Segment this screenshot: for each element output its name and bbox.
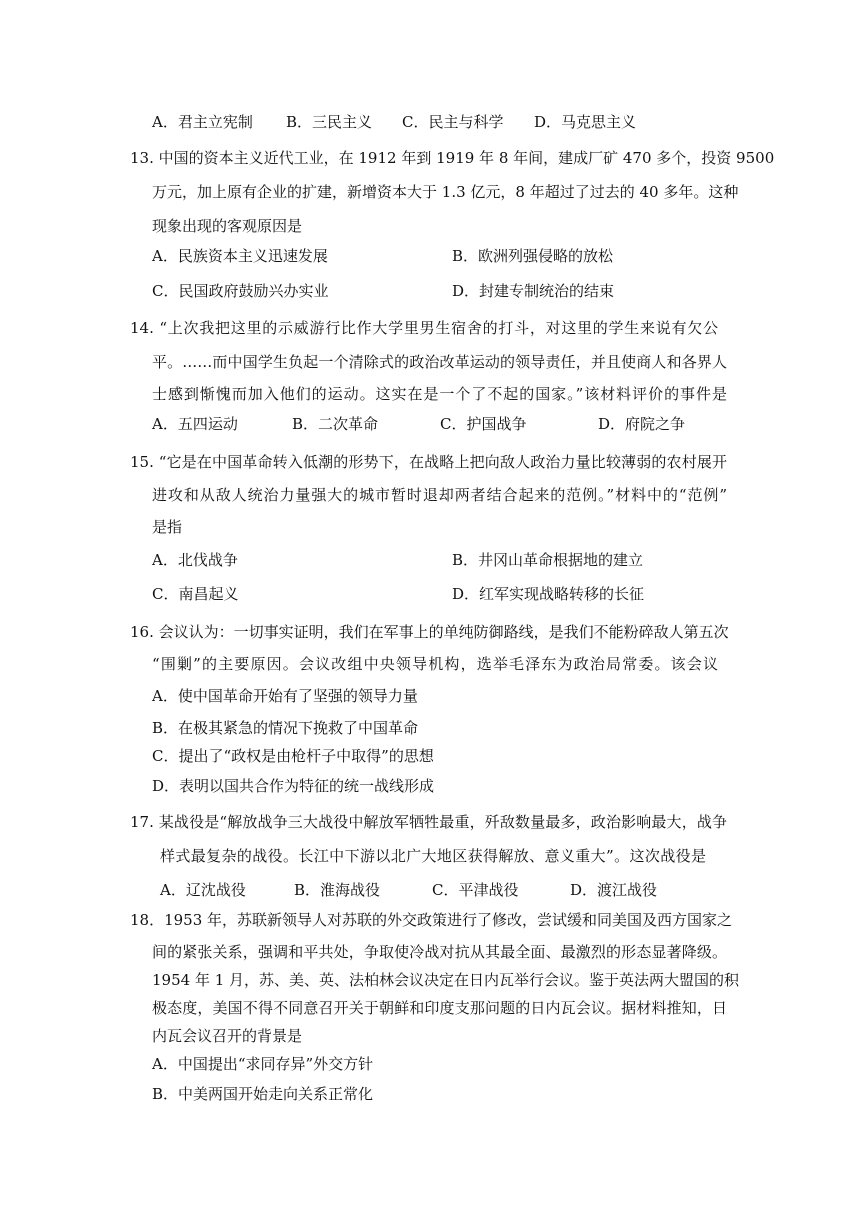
q18-stem-line-2: 间的紧张关系，强调和平共处，争取使冷战对抗从其最全面、最激烈的形态显著降级。 [152, 943, 727, 961]
q15-stem-line-1: 15. “它是在中国革命转入低潮的形势下，在战略上把向敌人政治力量比较薄弱的农村展开 [130, 453, 727, 471]
q16-option-b[interactable]: B．在极其紧急的情况下挽救了中国革命 [152, 719, 419, 737]
q14-option-a[interactable]: A．五四运动 [152, 415, 238, 433]
q17-option-c[interactable]: C．平津战役 [432, 881, 519, 899]
q12-option-c[interactable]: C．民主与科学 [402, 113, 504, 131]
q14-option-d[interactable]: D．府院之争 [598, 415, 686, 433]
q13-stem-line-2: 万元，加上原有企业的扩建，新增资本大于 1.3 亿元，8 年超过了过去的 40 多年。这种 [152, 183, 739, 201]
q12-option-b[interactable]: B．三民主义 [286, 113, 373, 131]
q18-stem-line-1: 18．1953 年，苏联新领导人对苏联的外交政策进行了修改，尝试缓和同美国及西方国家之 [130, 911, 733, 929]
q12-option-a[interactable]: A．君主立宪制 [152, 113, 253, 131]
q14-stem-line-1: 14. “上次我把这里的示威游行比作大学里男生宿舍的打斗，对这里的学生来说有欠公 [130, 319, 718, 337]
q17-stem-line-2: 样式最复杂的战役。长江中下游以北广大地区获得解放、意义重大”。这次战役是 [160, 847, 706, 865]
q18-option-b[interactable]: B．中美两国开始走向关系正常化 [152, 1085, 374, 1103]
q14-stem-line-3: 士感到惭愧而加入他们的运动。这实在是一个了不起的国家。”该材料评价的事件是 [152, 385, 727, 403]
q14-option-b[interactable]: B．二次革命 [292, 415, 379, 433]
q17-option-b[interactable]: B．淮海战役 [294, 881, 381, 899]
q15-option-a[interactable]: A．北伐战争 [152, 551, 238, 569]
q12-option-d[interactable]: D．马克思主义 [534, 113, 637, 131]
q16-option-d[interactable]: D．表明以国共合作为特征的统一战线形成 [152, 777, 435, 795]
q17-option-d[interactable]: D．渡江战役 [570, 881, 658, 899]
q16-option-c[interactable]: C．提出了“政权是由枪杆子中取得”的思想 [152, 747, 434, 765]
q13-option-b[interactable]: B．欧洲列强侵略的放松 [452, 247, 614, 265]
q16-stem-line-1: 16. 会议认为：一切事实证明，我们在军事上的单纯防御路线，是我们不能粉碎敌人第五次 [130, 623, 729, 641]
q14-option-c[interactable]: C．护国战争 [440, 415, 527, 433]
q15-option-c[interactable]: C．南昌起义 [152, 585, 239, 603]
q18-stem-line-3: 1954 年 1 月，苏、美、英、法柏林会议决定在日内瓦举行会议。鉴于英法两大盟国的积 [152, 971, 740, 989]
q18-stem-line-5: 内瓦会议召开的背景是 [152, 1027, 303, 1045]
q15-stem-line-3: 是指 [152, 518, 183, 536]
q13-stem-line-1: 13. 中国的资本主义近代工业，在 1912 年到 1919 年 8 年间，建成厂矿 470 多个，投资 9500 [130, 149, 775, 167]
q17-stem-line-1: 17. 某战役是“解放战争三大战役中解放军牺牲最重，歼敌数量最多，政治影响最大，战争 [130, 813, 727, 831]
q15-stem-line-2: 进攻和从敌人统治力量强大的城市暂时退却两者结合起来的范例。”材料中的“范例” [152, 486, 727, 504]
q16-option-a[interactable]: A．使中国革命开始有了坚强的领导力量 [152, 687, 418, 705]
q13-option-c[interactable]: C．民国政府鼓励兴办实业 [152, 282, 329, 300]
q15-option-d[interactable]: D．红军实现战略转移的长征 [452, 585, 645, 603]
q13-option-a[interactable]: A．民族资本主义迅速发展 [152, 247, 328, 265]
q17-option-a[interactable]: A．辽沈战役 [160, 881, 246, 899]
q18-stem-line-4: 极态度，美国不得不同意召开关于朝鲜和印度支那问题的日内瓦会议。据材料推知，日 [152, 999, 727, 1017]
q13-option-d[interactable]: D．封建专制统治的结束 [452, 282, 615, 300]
q15-option-b[interactable]: B．井冈山革命根据地的建立 [452, 551, 644, 569]
q14-stem-line-2: 平。……而中国学生负起一个清除式的政治改革运动的领导责任，并且使商人和各界人 [152, 353, 727, 371]
q16-stem-line-2: “围剿”的主要原因。会议改组中央领导机构，选举毛泽东为政治局常委。该会议 [152, 655, 718, 673]
q18-option-a[interactable]: A．中国提出“求同存异”外交方针 [152, 1055, 374, 1073]
q13-stem-line-3: 现象出现的客观原因是 [152, 217, 303, 235]
